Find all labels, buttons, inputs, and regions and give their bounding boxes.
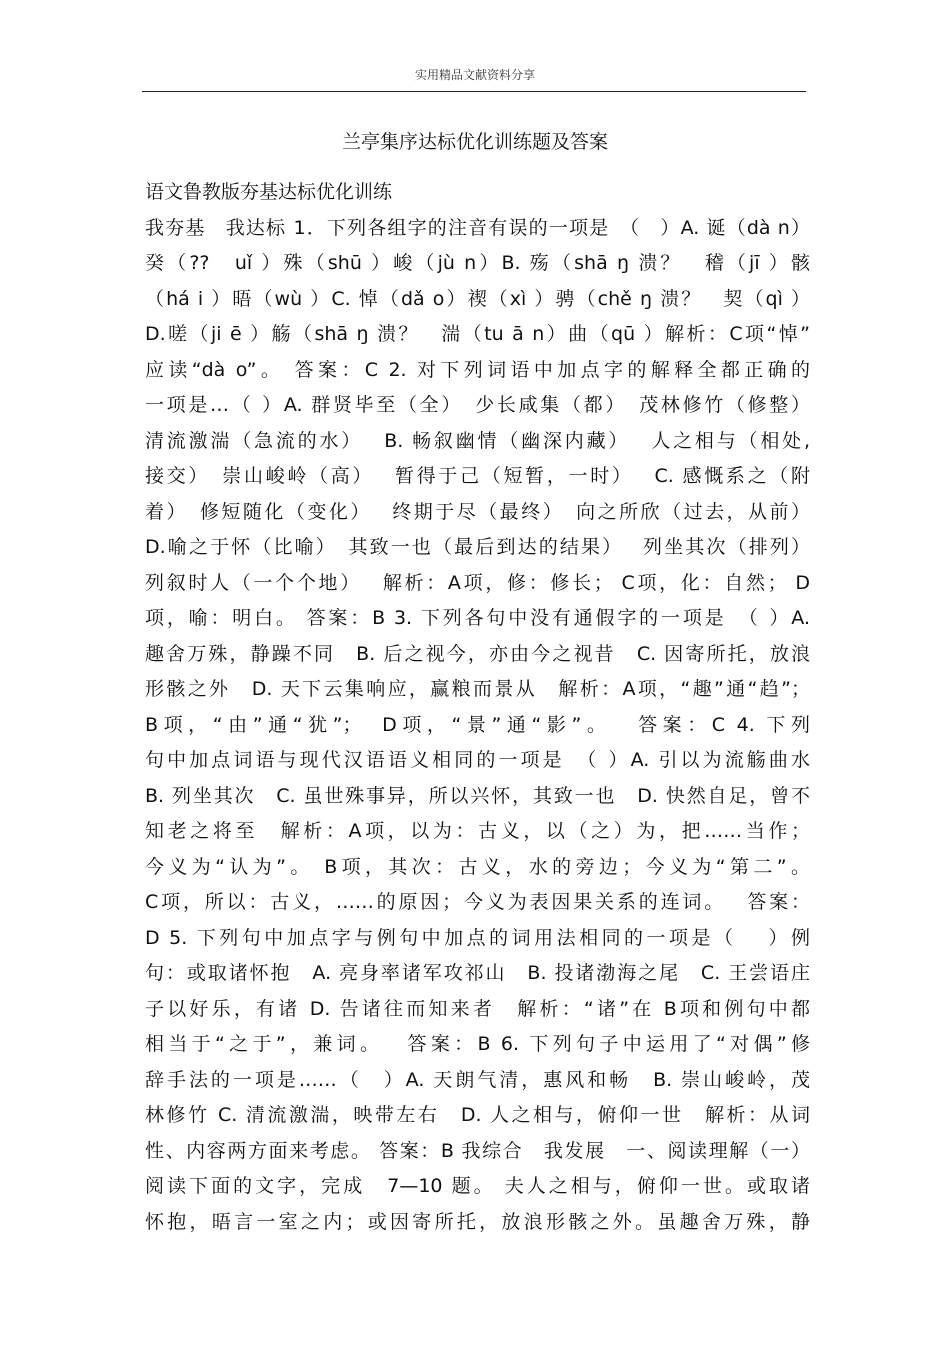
body-line: 今义为“认为”。 B项，其次：古义，水的旁边；今义为“第二”。 (145, 855, 810, 878)
body-line: 句中加点词语与现代汉语语义相同的一项是 （ ）A. 引以为流觞曲水 (145, 749, 810, 771)
body-line: 一项是…（ ）A. 群贤毕至（全） 少长咸集（都） 茂林修竹（修整） (145, 394, 810, 416)
body-line: 我夯基 我达标 1．下列各组字的注音有误的一项是 （ ）A. 诞（dà n） (145, 216, 810, 239)
body-line: 知老之将至 解析：A项，以为：古义，以（之）为，把……当作； (145, 820, 810, 842)
body-line: 清流激湍（急流的水） B. 畅叙幽情（幽深内藏） 人之相与（相处, (145, 429, 810, 452)
body-line: B项，“由”通“犹”； D项，“景”通“影”。 答案：C 4. 下列 (145, 713, 810, 736)
body-line: 趣舍万殊，静躁不同 B. 后之视今，亦由今之视昔 C. 因寄所托，放浪 (145, 642, 810, 665)
document-title: 兰亭集序达标优化训练题及答案 (341, 131, 608, 153)
body-line: 癸（?? uǐ ）殊（shū ）峻（jù n）B. 殇（shā ŋ 溃？ 稽（jī ）骸 (145, 252, 810, 274)
body-line: 应读“dà o”。 答案：C 2. 对下列词语中加点字的解释全都正确的 (145, 358, 810, 381)
body-line: D.嗟（ji ē ）觞（shā ŋ 溃？ 湍（tu ā n）曲（qū ）解析：C项“悼” (145, 323, 810, 345)
body-line: 列叙时人（一个个地） 解析：A项，修：修长； C项，化：自然； D (145, 571, 810, 594)
document-body (145, 175, 810, 1240)
body-line: 接交） 崇山峻岭（高） 暂得于己（短暂，一时） C. 感慨系之（附 (145, 465, 810, 487)
header-rule (142, 91, 806, 92)
body-line: B. 列坐其次 C. 虽世殊事异，所以兴怀，其致一也 D. 快然自足，曾不 (145, 784, 810, 807)
body-line: 林修竹 C. 清流激湍，映带左右 D. 人之相与，俯仰一世 解析：从词 (145, 1104, 810, 1126)
body-line: C项，所以：古义，……的原因；今义为表因果关系的连词。 答案： (145, 891, 810, 913)
body-line: 辞手法的一项是……（ ）A. 天朗气清，惠风和畅 B. 崇山峻岭，茂 (145, 1068, 810, 1091)
body-line: （há i ）晤（wù ）C. 悼（dǎ o）禊（xì ）骋（chě ŋ 溃？ 契（qì ） (145, 287, 810, 310)
body-line: D 5. 下列句中加点字与例句中加点的词用法相同的一项是（ ）例 (145, 926, 810, 949)
body-line: 阅读下面的文字，完成 7—10 题。 夫人之相与，俯仰一世。或取诸 (145, 1175, 810, 1197)
body-line: 形骸之外 D. 天下云集响应，赢粮而景从 解析：A项，“趣”通“趋”； (145, 678, 810, 700)
body-line-subtitle: 语文鲁教版夯基达标优化训练 (145, 181, 393, 203)
body-line: 子以好乐，有诸 D. 告诸往而知来者 解析：“诸”在 B项和例句中都 (145, 997, 810, 1020)
body-line: 项，喻：明白。 答案：B 3. 下列各句中没有通假字的一项是 （ ）A. (145, 607, 810, 629)
body-line: 性、内容两方面来考虑。 答案：B 我综合 我发展 一、阅读理解（一） (145, 1139, 810, 1162)
body-line: 句：或取诸怀抱 A. 亮身率诸军攻祁山 B. 投诸渤海之尾 C. 王尝语庄 (145, 962, 810, 984)
page-header: 实用精品文献资料分享 (414, 68, 535, 82)
body-line: 怀抱，晤言一室之内；或因寄所托，放浪形骸之外。虽趣舍万殊，静 (145, 1210, 810, 1233)
body-line: D.喻之于怀（比喻） 其致一也（最后到达的结果） 列坐其次（排列） (145, 536, 810, 558)
body-line: 相当于“之于”，兼词。 答案：B 6. 下列句子中运用了“对偶”修 (145, 1033, 810, 1055)
body-line: 着） 修短随化（变化） 终期于尽（最终） 向之所欣（过去，从前） (145, 500, 810, 523)
